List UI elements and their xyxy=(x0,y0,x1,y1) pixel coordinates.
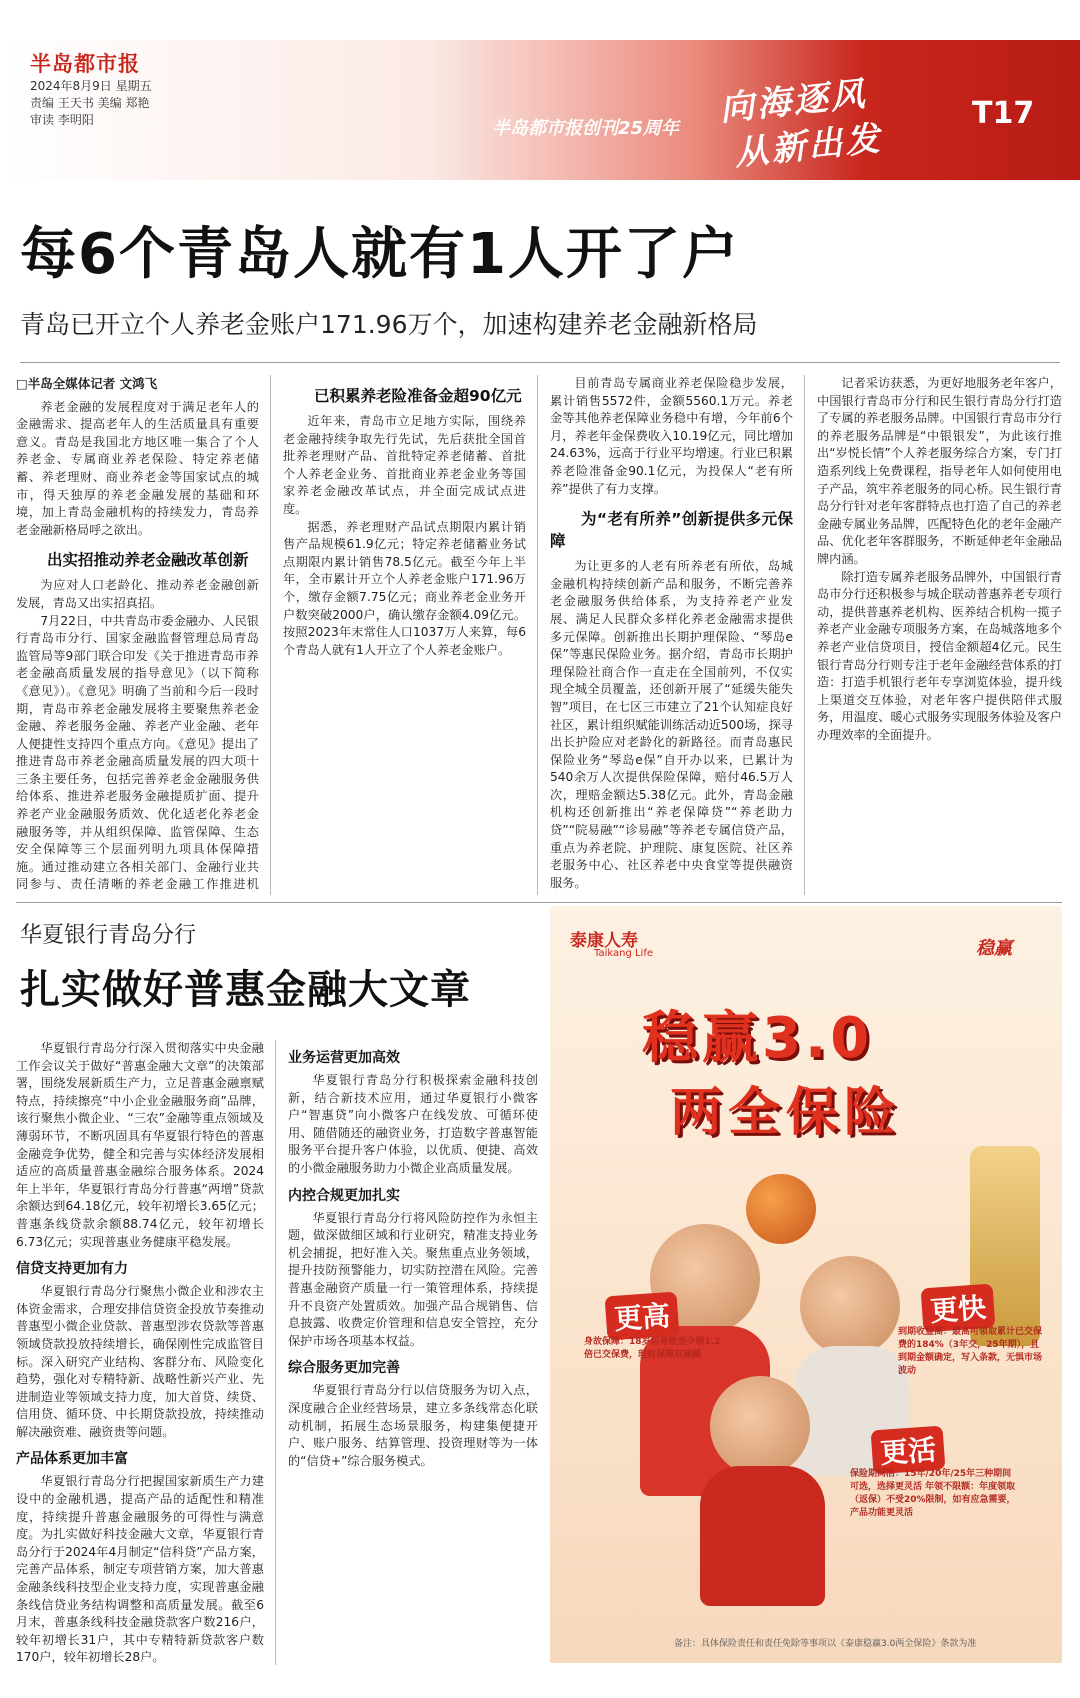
newspaper-logo: 半岛都市报 xyxy=(30,51,140,76)
main-headline: 每6个青岛人就有1人开了户 xyxy=(20,222,740,287)
sub-headline: 青岛已开立个人养老金账户171.96万个，加速构建养老金融新格局 xyxy=(20,310,758,339)
paragraph: 记者采访获悉，为更好地服务老年客户，中国银行青岛市分行和民生银行青岛分行打造了专属的养老服务品牌。中国银行青岛市分行的养老服务品牌是“中银银发”，为此该行推出“岁悦长情”个人养老服务综合方案，专门打造系列线上免费课程，指导老年人如何使用电子产品，筑牢养老服务的同心桥。民生银行青岛分行针对老年客群特点也打造了自己的养老金融专属业务品牌，匹配特色化的老年金融产品、优化老年客群服务，不断延伸老年金融品牌内涵。 xyxy=(817,376,1062,566)
slogan xyxy=(718,70,885,178)
section-heading: 综合服务更加完善 xyxy=(288,1360,400,1377)
paragraph: 华夏银行青岛分行把握国家新质生产力建设中的金融机遇，提高产品的适配性和精准度，持续提升普惠金融服务的可得性与满意度。为扎实做好科技金融大文章，华夏银行青岛分行于2024年4月制定“信科贷”产品方案，完善产品体系，制定专项营销方案，加大普惠金融条线科技型企业支持力度，实现普惠金融条线信贷业务结构调整和高质量发展。截至6月末，普惠条线科技金融贷款客户数216户，较年初增长31户，其中专精特新贷款客户数170户，较年初增长28户。 xyxy=(16,1474,264,1665)
column-divider xyxy=(275,1040,276,1665)
paragraph: 华夏银行青岛分行将风险防控作为永恒主题，做深做细区域和行业研究，精准支持业务机会捕捉，把好准入关。聚焦重点业务领域，提升技防预警能力，切实防控潜在风险。完善普惠金融资产质量一行一策管理体系，持续提升不良资产处置质效。加强产品合规销售、信息披露、收费定价管理和信息安全管控，充分保护市场各项基本权益。 xyxy=(288,1210,538,1348)
paragraph: 华夏银行青岛分行聚焦小微企业和涉农主体资金需求，合理安排信贷资金投放节奏推动普惠型小微企业贷款、普惠型涉农贷款等普惠领域贷款投放持续增长，确保刚性完成监管目标。深入研究产业结构、客群分布、风险变化趋势，强化对专精特新、战略性新兴产业、先进制造业等领域支持力度，加大首贷、续贷、信用贷、循环贷、中长期贷款投放，持续推动解决融资难、融资贵等问题。 xyxy=(16,1284,264,1439)
paragraph: 7月22日，中共青岛市委金融办、人民银行青岛市分行、国家金融监督管理总局青岛监管局等9部门联合印发《关于推进青岛市养老金融高质量发展的指导意见》（以下简称《意见》）。《意见》明确了当前和今后一段时期，青岛市养老金融发展将主要聚焦养老金金融、养老服务金融、养老产业金融、老年人便捷性支持四个重点方向。《意见》提出了推进青岛市养老金融高质量发展的四大项十三条主要任务，包括完善养老金金融服务供给体系、推进养老服务金融提质扩面、提升养老产业金融服务质效、优化适老化养老金融服务等，并从组织保障、监管保障、生态安全保障等三个层面列明九项具体保障措施。通过推动建立各相关部门、金融行业共同参与、责任清晰的养老金融工作推进机 xyxy=(16,613,259,892)
column-divider xyxy=(270,375,271,895)
paragraph: 近年来，青岛市立足地方实际，围绕养老金融持续争取先行先试，先后获批全国首批养老理财产品、首批特定养老储蓄、首批个人养老金业务、首批商业养老金业务等国家养老金融改革试点，并全面完成试点进度。 xyxy=(283,414,526,516)
ad-title-line-2: 两全保险 xyxy=(670,1083,903,1143)
column-divider xyxy=(537,375,538,895)
paragraph: 目前青岛专属商业养老保险稳步发展，累计销售5572件，金额5560.1万元。养老金等其他养老保障业务稳中有增，今年前6个月，养老年金保费收入10.19亿元，同比增加24.63%，远高于行业平均增速。行业已积累养老险准备金90.1亿元，为投保人“老有所养”提供了有力支撑。 xyxy=(550,376,793,496)
ad-footnote: 备注：具体保险责任和责任免除等事项以《泰康稳赢3.0两全保险》条款为准 xyxy=(674,1639,977,1649)
reviewer-line: 审读 李明阳 xyxy=(30,113,94,127)
paragraph: 华夏银行青岛分行积极探索金融科技创新，结合新技术应用，通过华夏银行小微客户“智惠贷”向小微客户在线发放、可循环使用、随借随还的融资业务，打造数字普惠智能服务平台提升客户体验，以优质、便捷、高效的小微金融服务助力小微企业高质量发展。 xyxy=(288,1073,538,1175)
column-divider xyxy=(804,375,805,895)
ad-title-line-1: 稳赢3.0 xyxy=(642,1006,874,1071)
ad-tag-higher: 更高 xyxy=(605,1292,680,1341)
child-figure-2 xyxy=(800,1256,900,1356)
article2-bank-name: 华夏银行青岛分行 xyxy=(20,923,197,948)
article1-column-2 xyxy=(283,375,526,895)
header-meta xyxy=(30,78,152,129)
ad-note-faster: 到期收益高：最高可领取累计已交保费的184%（3年交，25年期），且到期金额确定，写入条款，无惧市场波动 xyxy=(898,1327,1043,1376)
section-heading: 产品体系更加丰富 xyxy=(16,1451,128,1468)
slogan-line-1: 向海逐风 xyxy=(717,74,870,130)
basketball-icon xyxy=(746,1174,816,1244)
article2-column-1 xyxy=(16,1040,264,1670)
slogan-line-2: 从新出发 xyxy=(732,118,885,174)
article2-column-2 xyxy=(288,1040,538,1670)
ad-tag-faster: 更快 xyxy=(921,1284,996,1333)
ad-brand-logo: 泰康人寿 xyxy=(570,931,638,951)
byline: □半岛全媒体记者 文鸿飞 xyxy=(16,376,158,391)
paragraph: 华夏银行青岛分行以信贷服务为切入点，深度融合企业经营场景，建立多条线常态化联动机制，拓展生态场景服务，构建集便捷开户、账户服务、结算管理、投资理财等为一体的“信贷+”综合服务模式。 xyxy=(288,1383,538,1468)
paragraph: 为应对人口老龄化、推动养老金融创新发展，青岛又出实招真招。 xyxy=(16,578,259,610)
header-banner xyxy=(0,40,1080,180)
page-number: T17 xyxy=(972,96,1035,131)
child-jersey-3 xyxy=(700,1466,825,1606)
article1-column-1 xyxy=(16,375,259,895)
article1-column-3 xyxy=(550,375,793,895)
ad-note-higher: 身故保障：18岁后身故至少领1.2倍已交保费，理财保障双兼顾 xyxy=(584,1337,721,1360)
section-heading: 已积累养老险准备金超90亿元 xyxy=(314,387,522,405)
paragraph: 据悉，养老理财产品试点期限内累计销售产品规模61.9亿元；特定养老储蓄业务试点期限内累计销售78.5亿元。截至今年上半年，全市累计开立个人养老金账户171.96万个，缴存金额7.75亿元；商业养老金业务开户数突破2000户，确认缴存金额4.09亿元。按照2023年末常住人口1037万人来算，每6个青岛人就有1人开立了个人养老金账户。 xyxy=(283,519,526,657)
paragraph: 除打造专属养老服务品牌外，中国银行青岛市分行还积极参与城企联动普惠养老专项行动，提供普惠养老机构、医养结合机构一揽子养老产业金融专项服务方案，在岛城落地多个养老产业信贷项目，授信金额超4亿元。民生银行青岛分行则专注于老年金融经营体系的打造：打造手机银行老年专享浏览体验，提升线上渠道交互体验，对老年客户提供陪伴式服务，用温度、暖心式服务实现服务体验及客户办理效率的全面提升。 xyxy=(817,569,1062,742)
article2-headline: 扎实做好普惠金融大文章 xyxy=(20,967,471,1013)
section-heading: 内控合规更加扎实 xyxy=(288,1187,400,1204)
anniversary-text: 半岛都市报创刊25周年 xyxy=(492,118,680,139)
headline-rule xyxy=(20,362,1060,363)
ad-tag-flexible: 更活 xyxy=(871,1426,946,1475)
date-line: 2024年8月9日 星期五 xyxy=(30,79,152,93)
ad-note-flexible: 保险期间活：15年/20年/25年三种期间可选，选择更灵活 年领不限额：年度领取（返保）不受20%限制，如有应急需要，产品功能更灵活 xyxy=(850,1469,1016,1518)
paragraph: 华夏银行青岛分行深入贯彻落实中央金融工作会议关于做好“普惠金融大文章”的决策部署，围绕发展新质生产力，立足普惠金融禀赋特点，持续擦亮“中小企业金融服务商”品牌，该行聚焦小微企业、“三农”金融等重点领域及薄弱环节，不断巩固具有华夏银行特色的普惠金融竞争优势，健全和完善与实体经济发展相适应的高质量普惠金融综合服务体系。2024年上半年，华夏银行青岛分行普惠“两增”贷款余额达到64.18亿元，较年初增长3.65亿元；普惠条线贷款余额88.74亿元，较年初增长6.73亿元；实现普惠业务健康平稳发展。 xyxy=(16,1041,264,1249)
page-header xyxy=(0,0,1080,180)
insurance-advertisement[interactable] xyxy=(550,906,1062,1663)
section-heading: 出实招推动养老金融改革创新 xyxy=(47,551,249,570)
ad-brand-english: Taikang Life xyxy=(594,948,653,959)
section-rule xyxy=(16,902,1062,903)
section-heading: 为“老有所养”创新提供多元保障 xyxy=(550,510,793,551)
ad-corner-logo: 稳赢 xyxy=(976,938,1012,959)
editor-line: 责编 王天书 美编 郑艳 xyxy=(30,96,150,110)
child-figure-3 xyxy=(710,1376,810,1476)
paragraph: 养老金融的发展程度对于满足老年人的金融需求、提高老年人的生活质量具有重要意义。青岛是我国北方地区唯一集合了个人养老金、专属商业养老保险、特定养老储蓄、养老理财、商业养老金等国家试点的城市，得天独厚的养老金融发展的基础和环境，加上青岛金融机构的持续发力，青岛养老金融新格局呼之欲出。 xyxy=(16,399,259,537)
article1-column-4 xyxy=(817,375,1062,895)
paragraph: 为让更多的人老有所养老有所依，岛城金融机构持续创新产品和服务，不断完善养老金融服务供给体系，为支持养老产业发展、满足人民群众多样化养老金融需求提供多元保障。创新推出长期护理保险、“琴岛e保”等惠民保险业务。据介绍，青岛市长期护理保险社商合作一直走在全国前列，不仅实现全城全员覆盖，还创新开展了“延缓失能失智”项目，在七区三市建立了21个认知症良好社区，累计组织赋能训练活动近500场，探寻出长护险应对老龄化的新路径。而青岛惠民保险业务“琴岛e保”自开办以来，已累计为540余万人次提供保险保障，赔付46.5万人次，理赔金额达5.38亿元。此外，青岛金融机构还创新推出“养老保障贷”“养老助力贷”“院易融”“诊易融”等养老专属信贷产品，重点为养老院、护理院、康复医院、社区养老服务中心、社区养老中央食堂等提供融资服务。 xyxy=(550,559,793,890)
section-heading: 信贷支持更加有力 xyxy=(16,1261,128,1278)
section-heading: 业务运营更加高效 xyxy=(288,1050,400,1066)
